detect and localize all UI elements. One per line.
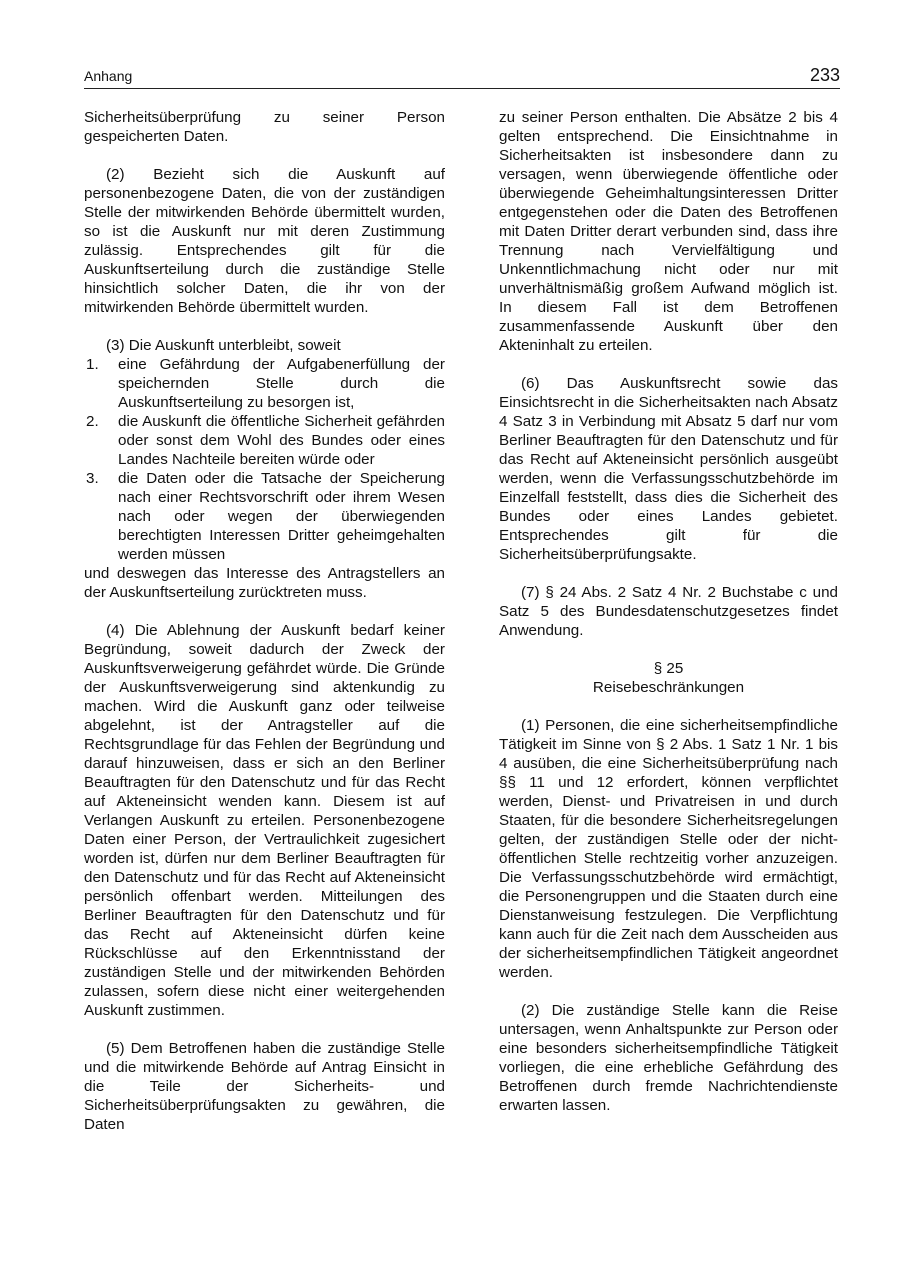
paragraph-3-intro: (3) Die Auskunft unterbleibt, soweit (106, 337, 341, 354)
right-column (499, 108, 838, 1115)
running-head: Anhang (84, 68, 133, 84)
section-number: § 25 (653, 660, 684, 677)
paragraph-3-outro: und deswegen das Interesse des Antragstellers an der Auskunftserteilung zurücktreten muss. (84, 565, 445, 601)
section-25-paragraph-2: (2) Die zuständige Stelle kann die Reise untersagen, wenn Anhaltspunkte zur Person oder eine besonders sicherheitsempfindliche Tätigkeit vorliegen, die eine erhebliche Gefährdung des Betroffenen durch fremde Nachrichtendienste erwarten lassen. (499, 1002, 838, 1114)
page-number: 233 (809, 65, 840, 85)
list-item-number: 3. (86, 470, 99, 487)
section-25-paragraph-1: (1) Personen, die eine sicherheitsempfindliche Tätigkeit im Sinne von § 2 Abs. 1 Satz 1 Nr. 1 bis 4 ausüben, die eine Sicherheitsüberprüfung nach §§ 11 und 12 erfordert, können verpflichtet werden, Dienst- und Privatreisen in und durch Staaten, für die besondere Sicherheitsregelungen gelten, der zuständigen Stelle oder der nicht-öffentlichen Stelle rechtzeitig vorher anzuzeigen. Die Verfassungsschutzbehörde wird ermächtigt, die Personengruppen und die Staaten durch eine Dienstanweisung festzulegen. Die Verpflichtung kann auch für die Zeit nach dem Ausscheiden aus der sicherheitsempfindlichen Tätigkeit angeordnet werden. (499, 717, 838, 981)
paragraph-5-end: zu seiner Person enthalten. Die Absätze 2 bis 4 gelten entsprechend. Die Einsichtnahme in Sicherheitsakten ist insbesondere dann zu versagen, wenn überwiegende öffentliche oder überwiegende Geheimhaltungsinteressen Dritter entgegenstehen oder die Daten des Betroffenen mit Daten Dritter derart verbunden sind, dass ihre Trennung nach Vervielfältigung und Unkenntlichmachung nicht oder nur mit unverhältnismäßig großem Aufwand möglich ist. In diesem Fall ist dem Betroffenen zusammenfassende Auskunft über den Akteninhalt zu erteilen. (499, 109, 838, 354)
list-item (84, 355, 445, 412)
section-title: Reisebeschränkungen (592, 679, 745, 696)
paragraph-3-list (84, 355, 445, 564)
list-item-text: eine Gefährdung der Aufgabenerfüllung der speichernden Stelle durch die Auskunftserteilung zu besorgen ist, (118, 356, 445, 411)
list-item-number: 1. (86, 356, 99, 373)
list-item (84, 412, 445, 469)
paragraph-continued: Sicherheitsüberprüfung zu seiner Person gespeicherten Daten. (84, 109, 445, 145)
page-header (84, 60, 840, 89)
paragraph-7: (7) § 24 Abs. 2 Satz 4 Nr. 2 Buchstabe c und Satz 5 des Bundesdatenschutzgesetzes findet Anwendung. (499, 584, 838, 639)
list-item (84, 469, 445, 564)
list-item-number: 2. (86, 413, 99, 430)
paragraph-4: (4) Die Ablehnung der Auskunft bedarf keiner Begründung, soweit dadurch der Zweck der Auskunftsverweigerung gefährdet würde. Die Gründe der Auskunftsverweigerung sind aktenkundig zu machen. Wird die Auskunft ganz oder teilweise abgelehnt, ist der Antragsteller auf die Rechtsgrundlage für das Fehlen der Begründung und darauf hinzuweisen, dass er sich an den Berliner Beauftragten für den Datenschutz und für das Recht auf Akteneinsicht wenden kann. Diesem ist auf Verlangen Auskunft zu erteilen. Personenbezogene Daten einer Person, der Vertraulichkeit zugesichert worden ist, dürfen nur dem Berliner Beauftragten für den Datenschutz und für das Recht auf Akteneinsicht persönlich offenbart werden. Mitteilungen des Berliner Beauftragten für den Datenschutz und für das Recht auf Akteneinsicht dürfen keine Rückschlüsse auf den Erkenntnisstand der zuständigen Stelle und der mitwirkenden Behörden zulassen, sofern diese nicht einer weitergehenden Auskunft zustimmen. (84, 622, 445, 1019)
paragraph-5-start: (5) Dem Betroffenen haben die zuständige Stelle und die mitwirkende Behörde auf Antrag Einsicht in die Teile der Sicherheits- und Sicherheitsüberprüfungsakten zu gewähren, die Daten (84, 1040, 445, 1133)
paragraph-2: (2) Bezieht sich die Auskunft auf personenbezogene Daten, die von der zuständigen Stelle der mitwirkenden Behörde übermittelt wurden, so ist die Auskunft nur mit deren Zustimmung zulässig. Entsprechendes gilt für die Auskunftserteilung durch die zuständige Stelle hinsichtlich solcher Daten, die ihr von der mitwirkenden Behörde übermittelt wurden. (84, 166, 445, 316)
list-item-text: die Daten oder die Tatsache der Speicherung nach einer Rechtsvorschrift oder ihrem Wesen nach oder wegen der überwiegenden berechtigten Interessen Dritter geheimgehalten werden müssen (118, 470, 445, 563)
list-item-text: die Auskunft die öffentliche Sicherheit gefährden oder sonst dem Wohl des Bundes oder eines Landes Nachteile bereiten würde oder (118, 413, 445, 468)
left-column (84, 108, 445, 1134)
paragraph-6: (6) Das Auskunftsrecht sowie das Einsichtsrecht in die Sicherheitsakten nach Absatz 4 Satz 3 in Verbindung mit Absatz 5 darf nur vom Berliner Beauftragten für den Datenschutz und für das Recht auf Akteneinsicht persönlich ausgeübt werden, wenn die Verfassungsschutzbehörde im Einzelfall feststellt, dass dies die Sicherheit des Bundes oder eines Landes gebietet. Entsprechendes gilt für die Sicherheitsüberprüfungsakte. (499, 375, 838, 563)
